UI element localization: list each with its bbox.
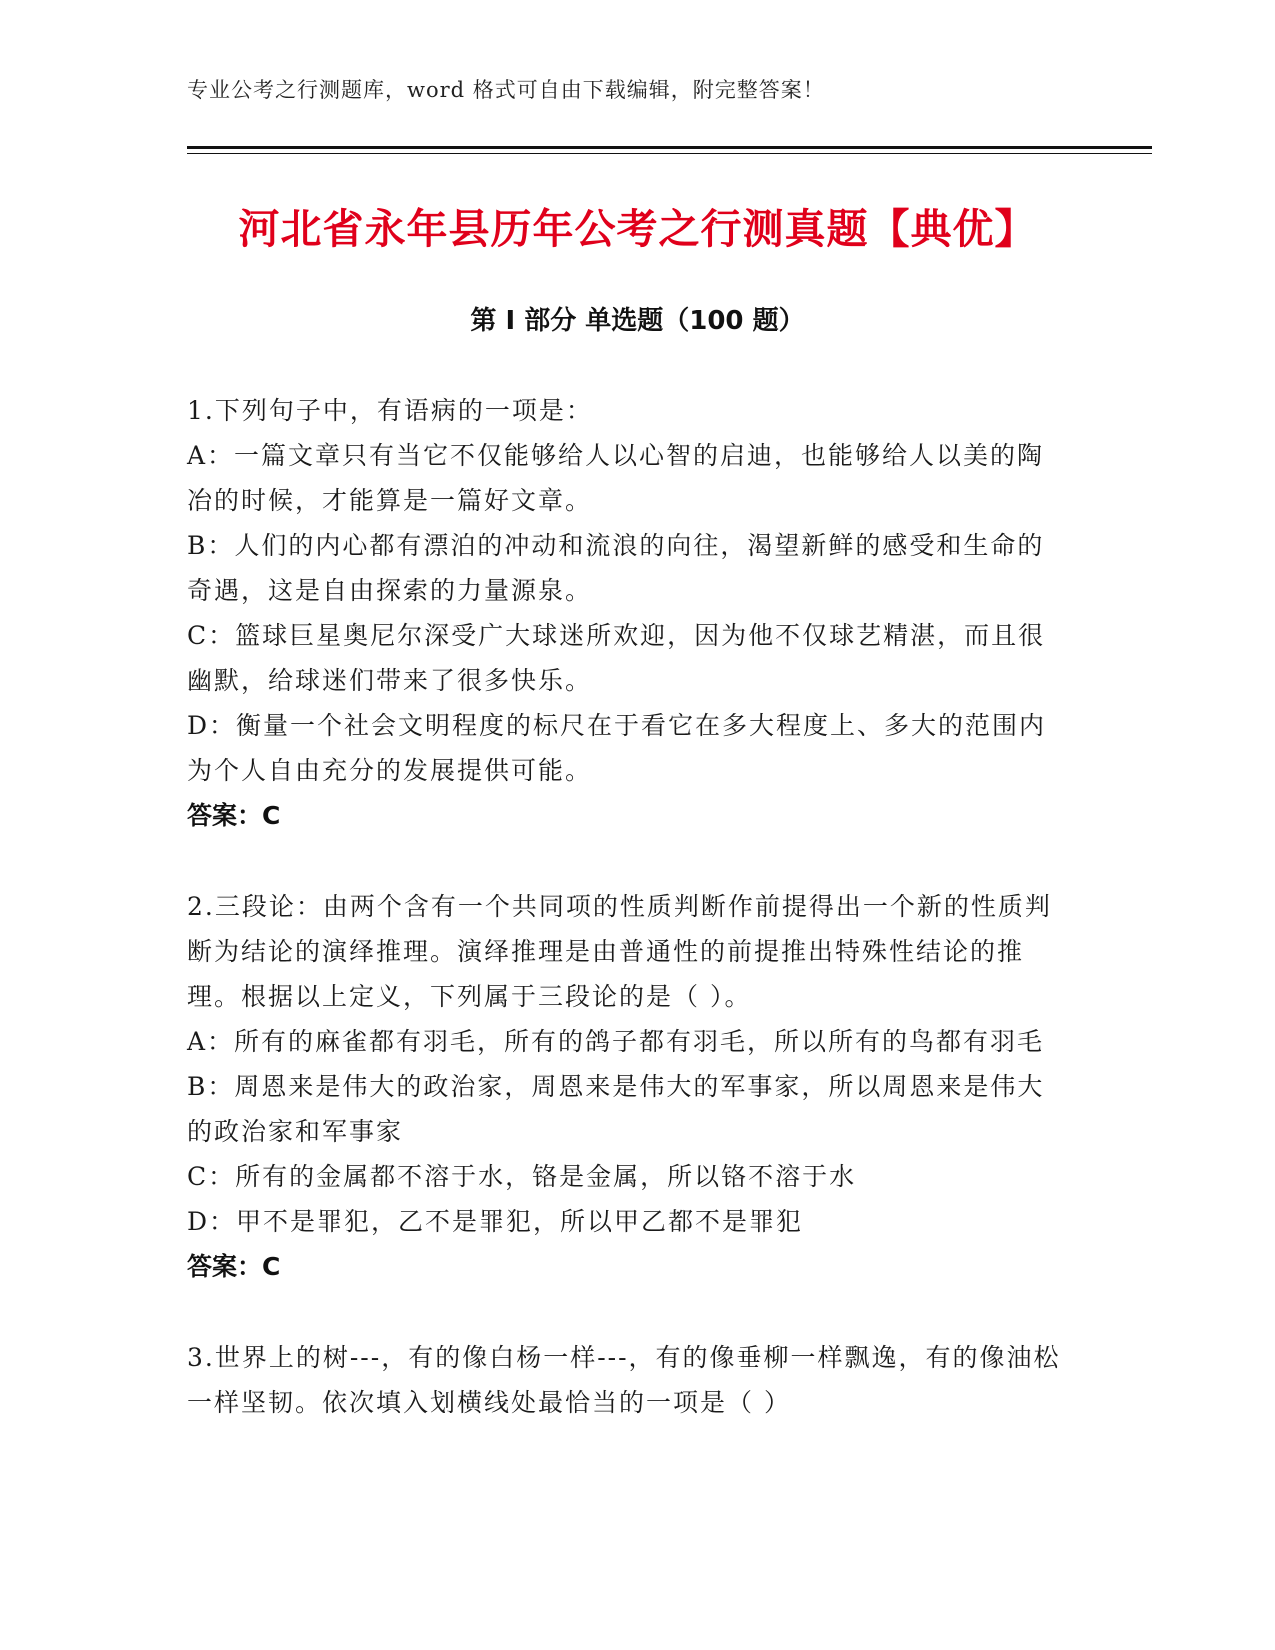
answer-label: 答案：C — [187, 801, 281, 830]
option-a: A：一篇文章只有当它不仅能够给人以心智的启迪，也能够给人以美的陶冶的时候，才能算是一篇好文章。 — [187, 441, 1045, 515]
header-divider-thin — [187, 153, 1152, 154]
option-c: C：所有的金属都不溶于水，铬是金属，所以铬不溶于水 — [187, 1162, 857, 1191]
question-stem: 2.三段论：由两个含有一个共同项的性质判断作前提得出一个新的性质判断为结论的演绎推理。演绎推理是由普通性的前提推出特殊性结论的推理。根据以上定义，下列属于三段论的是（ ）。 — [187, 892, 1052, 1011]
section-title: 第 I 部分 单选题（100 题） — [470, 306, 805, 336]
header-note: 专业公考之行测题库，word 格式可自由下载编辑，附完整答案！ — [187, 78, 825, 102]
question-stem: 1.下列句子中，有语病的一项是： — [187, 396, 593, 425]
document-title: 河北省永年县历年公考之行测真题【典优】 — [238, 205, 1037, 253]
question-2 — [187, 884, 1067, 1290]
option-c: C：篮球巨星奥尼尔深受广大球迷所欢迎，因为他不仅球艺精湛，而且很幽默，给球迷们带来了很多快乐。 — [187, 621, 1046, 695]
answer-label: 答案：C — [187, 1252, 281, 1281]
option-d: D：衡量一个社会文明程度的标尺在于看它在多大程度上、多大的范围内为个人自由充分的发展提供可能。 — [187, 711, 1047, 785]
option-d: D：甲不是罪犯，乙不是罪犯，所以甲乙都不是罪犯 — [187, 1207, 804, 1236]
question-1 — [187, 388, 1067, 839]
question-stem: 3.世界上的树---，有的像白杨一样---，有的像垂柳一样飘逸，有的像油松一样坚韧。依次填入划横线处最恰当的一项是（ ） — [187, 1343, 1061, 1417]
question-list — [187, 388, 1067, 1470]
question-3 — [187, 1335, 1067, 1425]
header-divider-thick — [187, 146, 1152, 149]
option-b: B：人们的内心都有漂泊的冲动和流浪的向往，渴望新鲜的感受和生命的奇遇，这是自由探索的力量源泉。 — [187, 531, 1045, 605]
option-b: B：周恩来是伟大的政治家，周恩来是伟大的军事家，所以周恩来是伟大的政治家和军事家 — [187, 1072, 1045, 1146]
option-a: A：所有的麻雀都有羽毛，所有的鸽子都有羽毛，所以所有的鸟都有羽毛 — [187, 1027, 1045, 1056]
